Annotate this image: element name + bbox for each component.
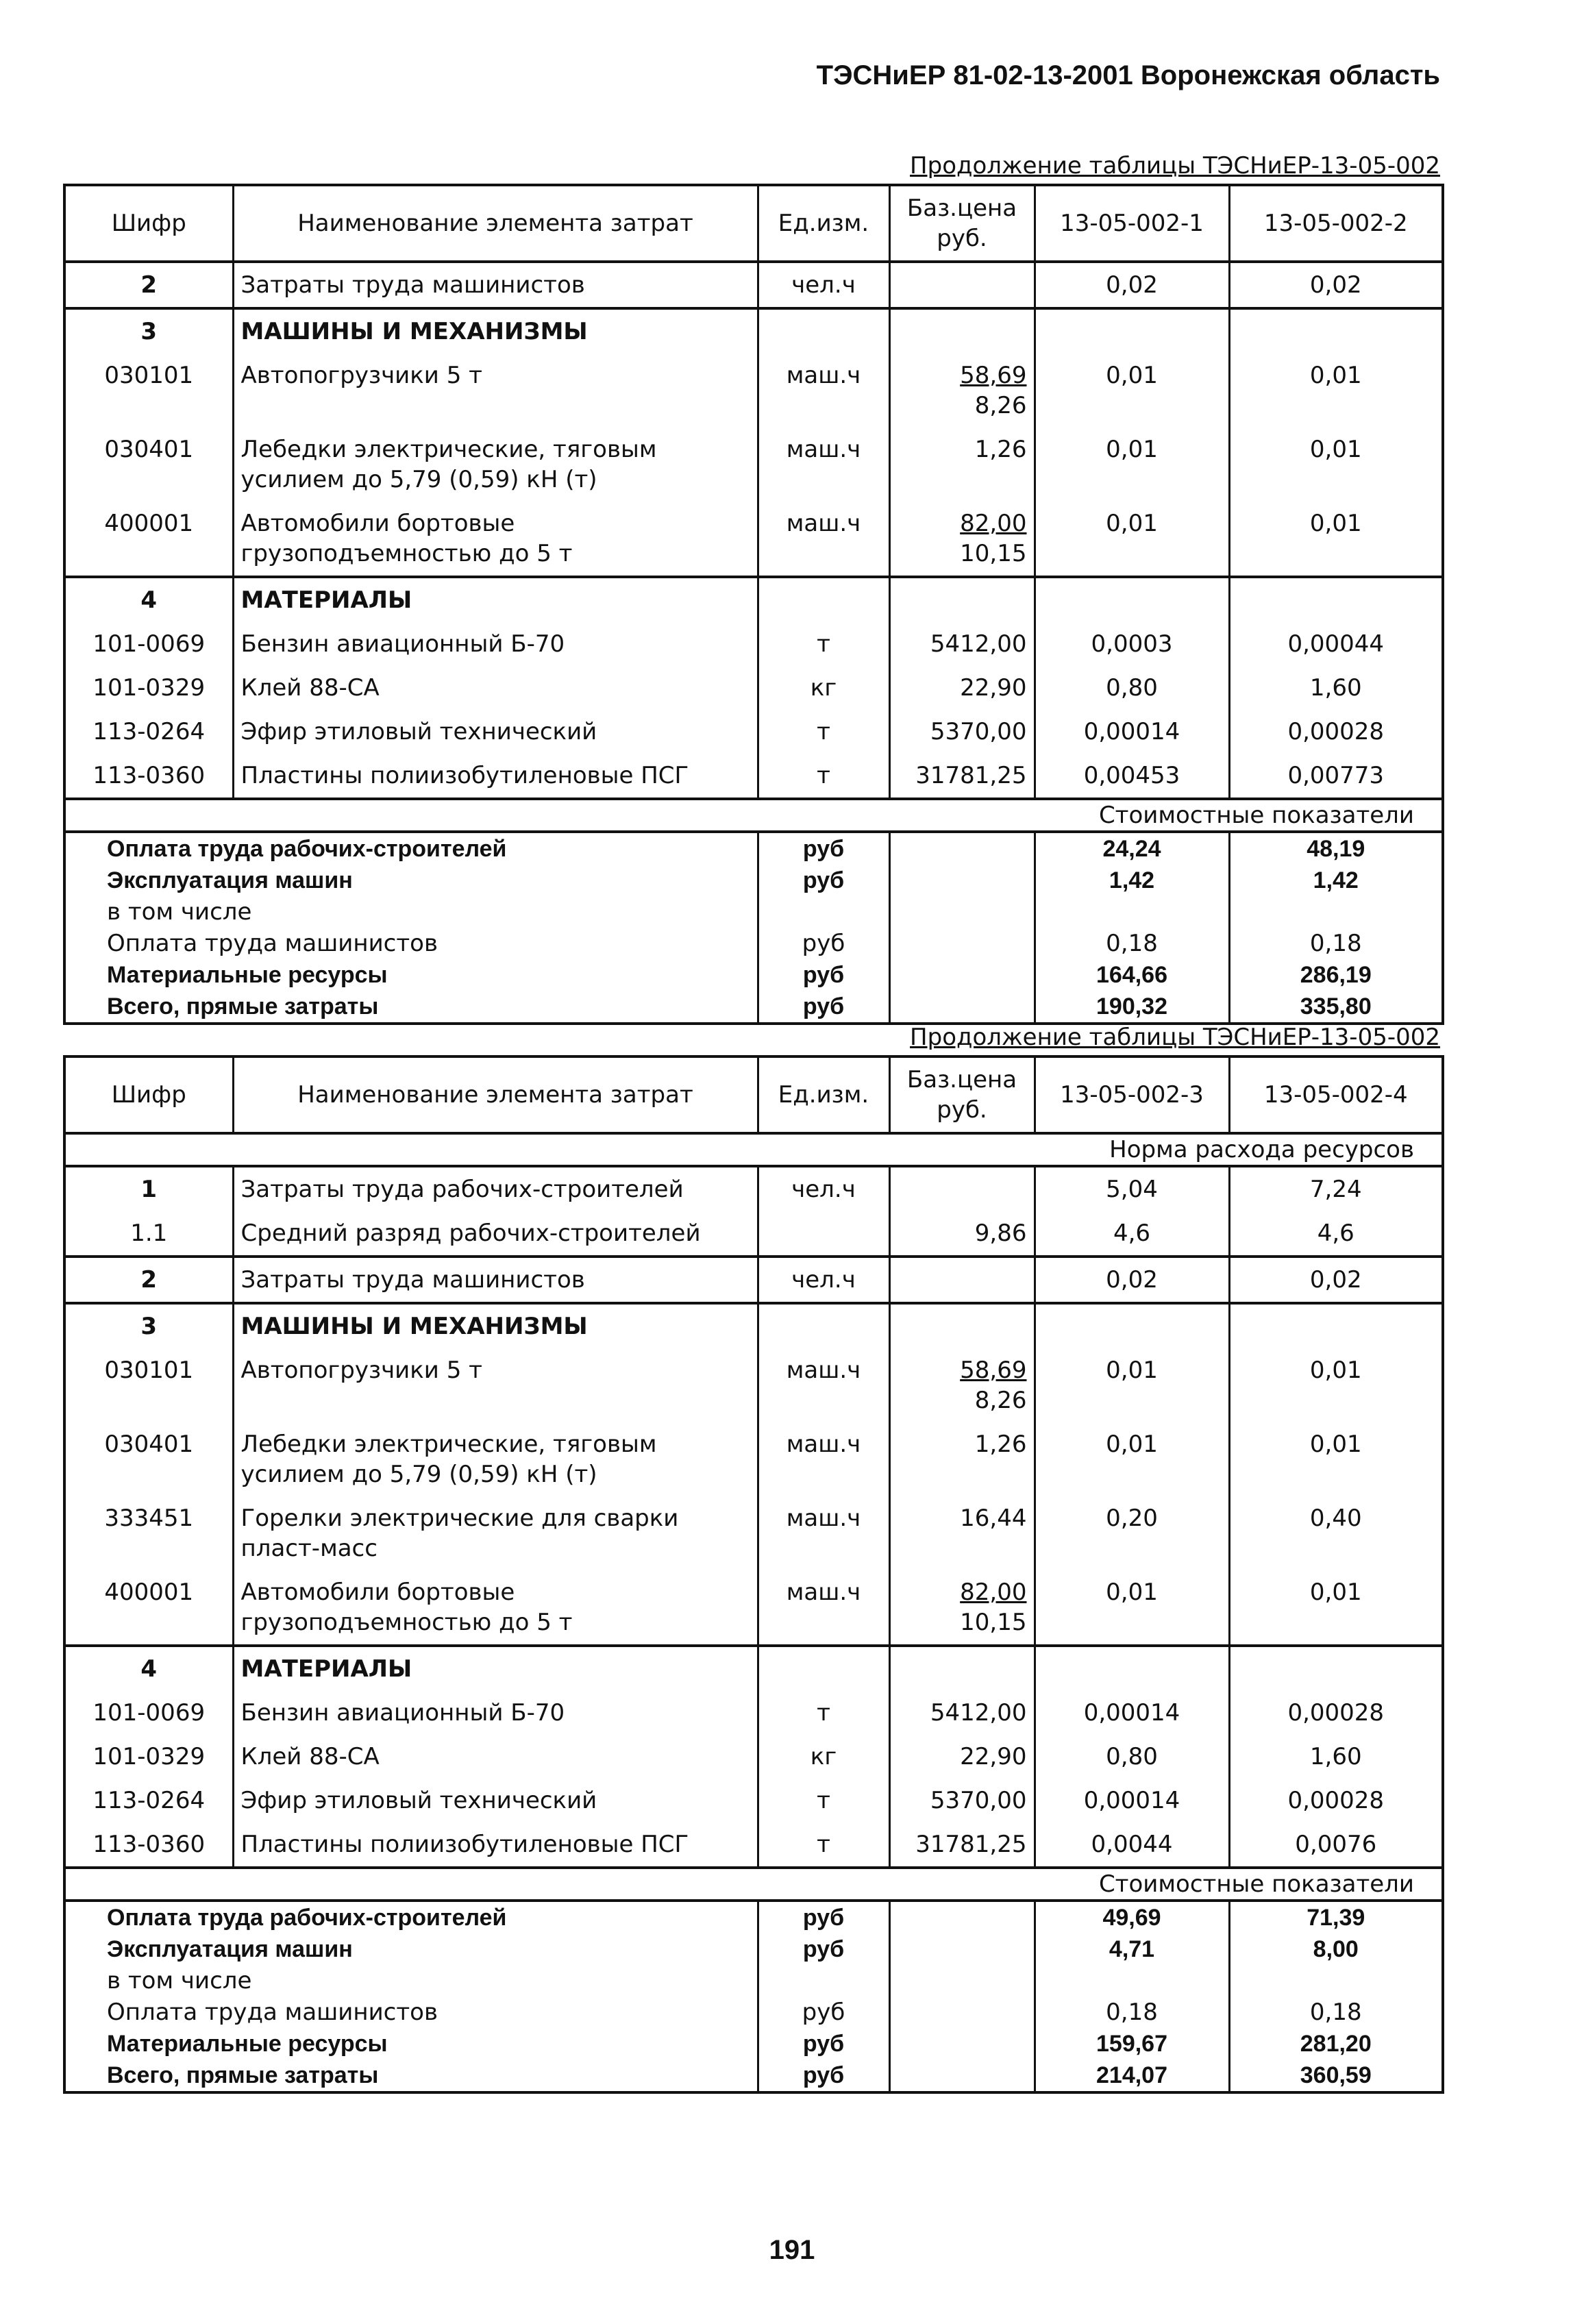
table-row <box>64 710 1443 754</box>
cost-row <box>64 991 1443 1024</box>
cost-unit: руб <box>758 928 889 959</box>
row-unit: т <box>758 710 889 754</box>
price-secondary: 8,26 <box>974 1387 1027 1414</box>
row-name: Эфир этиловый технический <box>233 710 758 754</box>
row-price <box>889 1822 1035 1868</box>
section-title-row <box>64 1868 1443 1901</box>
row-value-2: 0,02 <box>1229 1257 1443 1303</box>
row-price <box>889 1303 1035 1348</box>
cost-value-2: 48,19 <box>1229 832 1443 865</box>
cost-row <box>64 2060 1443 2092</box>
resource-table-1 <box>63 184 1444 1025</box>
column-header: 13-05-002-2 <box>1229 185 1443 262</box>
row-code: 030401 <box>64 428 233 502</box>
row-code: 400001 <box>64 502 233 577</box>
price-secondary: 10,15 <box>960 540 1027 567</box>
column-header: Шифр <box>64 1056 233 1133</box>
row-value-2: 0,01 <box>1229 1348 1443 1422</box>
cost-value-2: 286,19 <box>1229 959 1443 991</box>
row-value-1: 0,20 <box>1035 1496 1229 1570</box>
row-price <box>889 1422 1035 1496</box>
row-price <box>889 1257 1035 1303</box>
row-value-1: 0,80 <box>1035 666 1229 710</box>
row-unit: т <box>758 1691 889 1735</box>
cost-row <box>64 1997 1443 2028</box>
cost-row <box>64 1965 1443 1997</box>
row-unit: маш.ч <box>758 1422 889 1496</box>
row-code: 113-0264 <box>64 710 233 754</box>
row-value-1: 5,04 <box>1035 1166 1229 1211</box>
row-code: 030101 <box>64 1348 233 1422</box>
cost-unit: руб <box>758 832 889 865</box>
cost-empty <box>889 1997 1035 2028</box>
cost-unit: руб <box>758 959 889 991</box>
row-name: Автомобили бортовые грузоподъемностью до 5 т <box>233 1570 758 1646</box>
resource-table-2 <box>63 1055 1444 2094</box>
cost-empty <box>889 928 1035 959</box>
row-price <box>889 1735 1035 1779</box>
cost-value-1: 159,67 <box>1035 2028 1229 2060</box>
row-value-2: 1,60 <box>1229 1735 1443 1779</box>
row-name: Лебедки электрические, тяговым усилием до 5,79 (0,59) кН (т) <box>233 428 758 502</box>
row-name: МАТЕРИАЛЫ <box>233 577 758 622</box>
row-value-2: 4,6 <box>1229 1211 1443 1257</box>
table-row <box>64 428 1443 502</box>
row-code: 4 <box>64 1646 233 1691</box>
row-name: Средний разряд рабочих-строителей <box>233 1211 758 1257</box>
price-value: 5412,00 <box>930 630 1027 658</box>
row-name: Лебедки электрические, тяговым усилием до 5,79 (0,59) кН (т) <box>233 1422 758 1496</box>
row-name: Автопогрузчики 5 т <box>233 1348 758 1422</box>
table-row <box>64 1348 1443 1422</box>
row-value-1: 0,01 <box>1035 354 1229 428</box>
table-header-row <box>64 185 1443 262</box>
table-row <box>64 1779 1443 1822</box>
row-value-1: 4,6 <box>1035 1211 1229 1257</box>
row-name: Затраты труда рабочих-строителей <box>233 1166 758 1211</box>
row-value-2: 0,01 <box>1229 1570 1443 1646</box>
table-header-row <box>64 1056 1443 1133</box>
row-value-2 <box>1229 308 1443 354</box>
row-value-1 <box>1035 577 1229 622</box>
row-value-2: 0,00028 <box>1229 710 1443 754</box>
cost-value-2: 360,59 <box>1229 2060 1443 2092</box>
cost-value-2: 8,00 <box>1229 1933 1443 1965</box>
row-price <box>889 1166 1035 1211</box>
row-unit: маш.ч <box>758 1348 889 1422</box>
table-row <box>64 622 1443 666</box>
column-header: Шифр <box>64 185 233 262</box>
row-code: 101-0069 <box>64 1691 233 1735</box>
row-unit: т <box>758 622 889 666</box>
table-row <box>64 1646 1443 1691</box>
row-value-2: 0,00773 <box>1229 754 1443 799</box>
cost-value-1: 164,66 <box>1035 959 1229 991</box>
cost-row <box>64 1901 1443 1933</box>
cost-row <box>64 1933 1443 1965</box>
cost-value-1: 49,69 <box>1035 1901 1229 1933</box>
row-code: 113-0360 <box>64 754 233 799</box>
row-unit: маш.ч <box>758 1496 889 1570</box>
column-header: Баз.цена руб. <box>889 185 1035 262</box>
row-value-1: 0,01 <box>1035 1348 1229 1422</box>
cost-empty <box>889 865 1035 896</box>
cost-value-1: 4,71 <box>1035 1933 1229 1965</box>
row-unit: маш.ч <box>758 1570 889 1646</box>
column-header: Ед.изм. <box>758 1056 889 1133</box>
cost-section <box>64 1868 1443 2092</box>
cost-label: Всего, прямые затраты <box>64 2060 758 2092</box>
row-price <box>889 666 1035 710</box>
row-price <box>889 710 1035 754</box>
cost-unit: руб <box>758 865 889 896</box>
row-code: 333451 <box>64 1496 233 1570</box>
cost-value-1: 214,07 <box>1035 2060 1229 2092</box>
price-value: 31781,25 <box>915 1831 1027 1858</box>
row-code: 030401 <box>64 1422 233 1496</box>
row-unit: т <box>758 1822 889 1868</box>
cost-value-2: 281,20 <box>1229 2028 1443 2060</box>
row-value-2: 0,01 <box>1229 428 1443 502</box>
row-unit: чел.ч <box>758 1257 889 1303</box>
table-row <box>64 502 1443 577</box>
row-code: 400001 <box>64 1570 233 1646</box>
table-row <box>64 1496 1443 1570</box>
row-value-1: 0,0044 <box>1035 1822 1229 1868</box>
cost-value-1: 190,32 <box>1035 991 1229 1024</box>
table-row <box>64 262 1443 308</box>
row-price <box>889 622 1035 666</box>
row-value-2: 0,00028 <box>1229 1779 1443 1822</box>
cost-empty <box>889 1901 1035 1933</box>
cost-value-1 <box>1035 896 1229 928</box>
cost-unit: руб <box>758 991 889 1024</box>
row-code: 3 <box>64 308 233 354</box>
row-value-1: 0,01 <box>1035 1422 1229 1496</box>
row-name: Автопогрузчики 5 т <box>233 354 758 428</box>
row-value-2: 0,02 <box>1229 262 1443 308</box>
cost-label: Оплата труда машинистов <box>64 928 758 959</box>
row-value-1: 0,80 <box>1035 1735 1229 1779</box>
row-code: 4 <box>64 577 233 622</box>
row-unit <box>758 308 889 354</box>
row-code: 113-0360 <box>64 1822 233 1868</box>
cost-empty <box>889 832 1035 865</box>
row-value-1: 0,00014 <box>1035 1779 1229 1822</box>
cost-empty <box>889 991 1035 1024</box>
cost-row <box>64 832 1443 865</box>
row-price <box>889 1646 1035 1691</box>
cost-label: Всего, прямые затраты <box>64 991 758 1024</box>
row-value-1: 0,02 <box>1035 262 1229 308</box>
table-row <box>64 1822 1443 1868</box>
row-price <box>889 1691 1035 1735</box>
table2-caption: Продолжение таблицы ТЭСНиЕР-13-05-002 <box>910 1024 1440 1051</box>
cost-empty <box>889 896 1035 928</box>
table-row <box>64 1303 1443 1348</box>
row-price <box>889 502 1035 577</box>
row-code: 2 <box>64 262 233 308</box>
row-name: Затраты труда машинистов <box>233 1257 758 1303</box>
cost-unit <box>758 1965 889 1997</box>
column-header: 13-05-002-1 <box>1035 185 1229 262</box>
row-unit: чел.ч <box>758 262 889 308</box>
row-value-1: 0,00453 <box>1035 754 1229 799</box>
cost-row <box>64 865 1443 896</box>
row-name: МАШИНЫ И МЕХАНИЗМЫ <box>233 1303 758 1348</box>
row-name: Пластины полиизобутиленовые ПСГ <box>233 1822 758 1868</box>
row-unit: кг <box>758 666 889 710</box>
row-value-2: 0,00044 <box>1229 622 1443 666</box>
row-value-1: 0,0003 <box>1035 622 1229 666</box>
row-unit: маш.ч <box>758 354 889 428</box>
cost-label: Эксплуатация машин <box>64 1933 758 1965</box>
cost-label: Оплата труда рабочих-строителей <box>64 1901 758 1933</box>
cost-row <box>64 896 1443 928</box>
row-price <box>889 1496 1035 1570</box>
cost-value-2: 0,18 <box>1229 1997 1443 2028</box>
price-secondary: 8,26 <box>974 392 1027 419</box>
norm-section <box>64 1133 1443 1166</box>
table-body <box>64 1166 1443 1868</box>
row-value-1 <box>1035 1303 1229 1348</box>
document-header: ТЭСНиЕР 81-02-13-2001 Воронежская область <box>816 60 1440 90</box>
row-name: МАТЕРИАЛЫ <box>233 1646 758 1691</box>
cost-value-2: 0,18 <box>1229 928 1443 959</box>
row-price <box>889 308 1035 354</box>
table-row <box>64 1166 1443 1211</box>
row-value-2 <box>1229 577 1443 622</box>
row-value-2: 0,01 <box>1229 502 1443 577</box>
row-unit: маш.ч <box>758 428 889 502</box>
table-row <box>64 308 1443 354</box>
row-code: 1 <box>64 1166 233 1211</box>
row-value-1 <box>1035 308 1229 354</box>
row-unit: т <box>758 754 889 799</box>
cost-row <box>64 959 1443 991</box>
price-value: 58,69 <box>960 1357 1027 1384</box>
price-value: 16,44 <box>960 1505 1027 1532</box>
row-name: Затраты труда машинистов <box>233 262 758 308</box>
cost-unit: руб <box>758 2028 889 2060</box>
page-number: 191 <box>769 2235 815 2265</box>
cost-section <box>64 799 1443 1024</box>
row-value-1: 0,01 <box>1035 502 1229 577</box>
price-value: 31781,25 <box>915 762 1027 789</box>
cost-value-1: 24,24 <box>1035 832 1229 865</box>
row-price <box>889 262 1035 308</box>
row-value-1: 0,02 <box>1035 1257 1229 1303</box>
price-value: 1,26 <box>974 436 1027 463</box>
table-body <box>64 262 1443 799</box>
section-title-row <box>64 799 1443 832</box>
cost-value-1: 0,18 <box>1035 1997 1229 2028</box>
cost-value-2: 1,42 <box>1229 865 1443 896</box>
table-row <box>64 1570 1443 1646</box>
cost-empty <box>889 2028 1035 2060</box>
table-row <box>64 354 1443 428</box>
row-price <box>889 754 1035 799</box>
cost-label: Эксплуатация машин <box>64 865 758 896</box>
row-unit <box>758 1211 889 1257</box>
row-price <box>889 428 1035 502</box>
row-price <box>889 354 1035 428</box>
cost-value-2 <box>1229 896 1443 928</box>
row-unit <box>758 577 889 622</box>
price-value: 82,00 <box>960 510 1027 537</box>
row-code: 101-0069 <box>64 622 233 666</box>
row-name: МАШИНЫ И МЕХАНИЗМЫ <box>233 308 758 354</box>
price-secondary: 10,15 <box>960 1609 1027 1636</box>
cost-empty <box>889 1933 1035 1965</box>
table-row <box>64 1211 1443 1257</box>
row-value-2: 0,01 <box>1229 1422 1443 1496</box>
table-row <box>64 666 1443 710</box>
row-name: Бензин авиационный Б-70 <box>233 622 758 666</box>
row-code: 3 <box>64 1303 233 1348</box>
row-value-1: 0,00014 <box>1035 710 1229 754</box>
row-price <box>889 1348 1035 1422</box>
row-value-1: 0,01 <box>1035 428 1229 502</box>
row-code: 113-0264 <box>64 1779 233 1822</box>
cost-label: в том числе <box>64 896 758 928</box>
row-code: 2 <box>64 1257 233 1303</box>
row-price <box>889 1779 1035 1822</box>
column-header: 13-05-002-4 <box>1229 1056 1443 1133</box>
row-code: 101-0329 <box>64 666 233 710</box>
column-header: 13-05-002-3 <box>1035 1056 1229 1133</box>
cost-row <box>64 928 1443 959</box>
cost-unit: руб <box>758 1933 889 1965</box>
row-value-2: 0,40 <box>1229 1496 1443 1570</box>
cost-label: в том числе <box>64 1965 758 1997</box>
cost-label: Материальные ресурсы <box>64 2028 758 2060</box>
table-row <box>64 577 1443 622</box>
cost-title: Стоимостные показатели <box>64 1868 1443 1901</box>
price-value: 9,86 <box>974 1220 1027 1247</box>
cost-unit: руб <box>758 1997 889 2028</box>
cost-value-2: 71,39 <box>1229 1901 1443 1933</box>
row-code: 030101 <box>64 354 233 428</box>
cost-label: Оплата труда рабочих-строителей <box>64 832 758 865</box>
column-header: Баз.цена руб. <box>889 1056 1035 1133</box>
cost-value-1: 0,18 <box>1035 928 1229 959</box>
row-name: Автомобили бортовые грузоподъемностью до 5 т <box>233 502 758 577</box>
row-unit: т <box>758 1779 889 1822</box>
cost-unit: руб <box>758 2060 889 2092</box>
cost-value-2 <box>1229 1965 1443 1997</box>
row-name: Пластины полиизобутиленовые ПСГ <box>233 754 758 799</box>
table-row <box>64 1257 1443 1303</box>
row-value-1: 0,01 <box>1035 1570 1229 1646</box>
column-header: Наименование элемента затрат <box>233 1056 758 1133</box>
row-name: Горелки электрические для сварки пласт-масс <box>233 1496 758 1570</box>
row-unit: чел.ч <box>758 1166 889 1211</box>
row-value-2: 0,00028 <box>1229 1691 1443 1735</box>
price-value: 22,90 <box>960 674 1027 702</box>
cost-value-1: 1,42 <box>1035 865 1229 896</box>
cost-value-2: 335,80 <box>1229 991 1443 1024</box>
row-value-2 <box>1229 1303 1443 1348</box>
cost-unit <box>758 896 889 928</box>
price-value: 5412,00 <box>930 1699 1027 1727</box>
cost-unit: руб <box>758 1901 889 1933</box>
row-value-2: 0,0076 <box>1229 1822 1443 1868</box>
table-row <box>64 1691 1443 1735</box>
cost-label: Материальные ресурсы <box>64 959 758 991</box>
row-price <box>889 1211 1035 1257</box>
price-value: 22,90 <box>960 1743 1027 1770</box>
price-value: 82,00 <box>960 1579 1027 1606</box>
row-name: Клей 88-СА <box>233 1735 758 1779</box>
row-name: Эфир этиловый технический <box>233 1779 758 1822</box>
row-unit: кг <box>758 1735 889 1779</box>
row-price <box>889 577 1035 622</box>
cost-title: Стоимостные показатели <box>64 799 1443 832</box>
row-value-1: 0,00014 <box>1035 1691 1229 1735</box>
price-value: 58,69 <box>960 362 1027 389</box>
norm-title: Норма расхода ресурсов <box>64 1133 1443 1166</box>
row-value-1 <box>1035 1646 1229 1691</box>
row-name: Бензин авиационный Б-70 <box>233 1691 758 1735</box>
price-value: 5370,00 <box>930 1787 1027 1814</box>
cost-empty <box>889 2060 1035 2092</box>
cost-value-1 <box>1035 1965 1229 1997</box>
cost-empty <box>889 1965 1035 1997</box>
row-code: 1.1 <box>64 1211 233 1257</box>
row-value-2: 7,24 <box>1229 1166 1443 1211</box>
row-value-2: 1,60 <box>1229 666 1443 710</box>
cost-label: Оплата труда машинистов <box>64 1997 758 2028</box>
cost-row <box>64 2028 1443 2060</box>
column-header: Наименование элемента затрат <box>233 185 758 262</box>
row-value-2 <box>1229 1646 1443 1691</box>
table1-caption: Продолжение таблицы ТЭСНиЕР-13-05-002 <box>910 152 1440 180</box>
row-name: Клей 88-СА <box>233 666 758 710</box>
table-row <box>64 1422 1443 1496</box>
section-title-row <box>64 1133 1443 1166</box>
row-unit: маш.ч <box>758 502 889 577</box>
table-row <box>64 754 1443 799</box>
cost-empty <box>889 959 1035 991</box>
row-unit <box>758 1303 889 1348</box>
row-price <box>889 1570 1035 1646</box>
price-value: 5370,00 <box>930 718 1027 745</box>
price-value: 1,26 <box>974 1431 1027 1458</box>
row-code: 101-0329 <box>64 1735 233 1779</box>
column-header: Ед.изм. <box>758 185 889 262</box>
table-row <box>64 1735 1443 1779</box>
row-unit <box>758 1646 889 1691</box>
row-value-2: 0,01 <box>1229 354 1443 428</box>
